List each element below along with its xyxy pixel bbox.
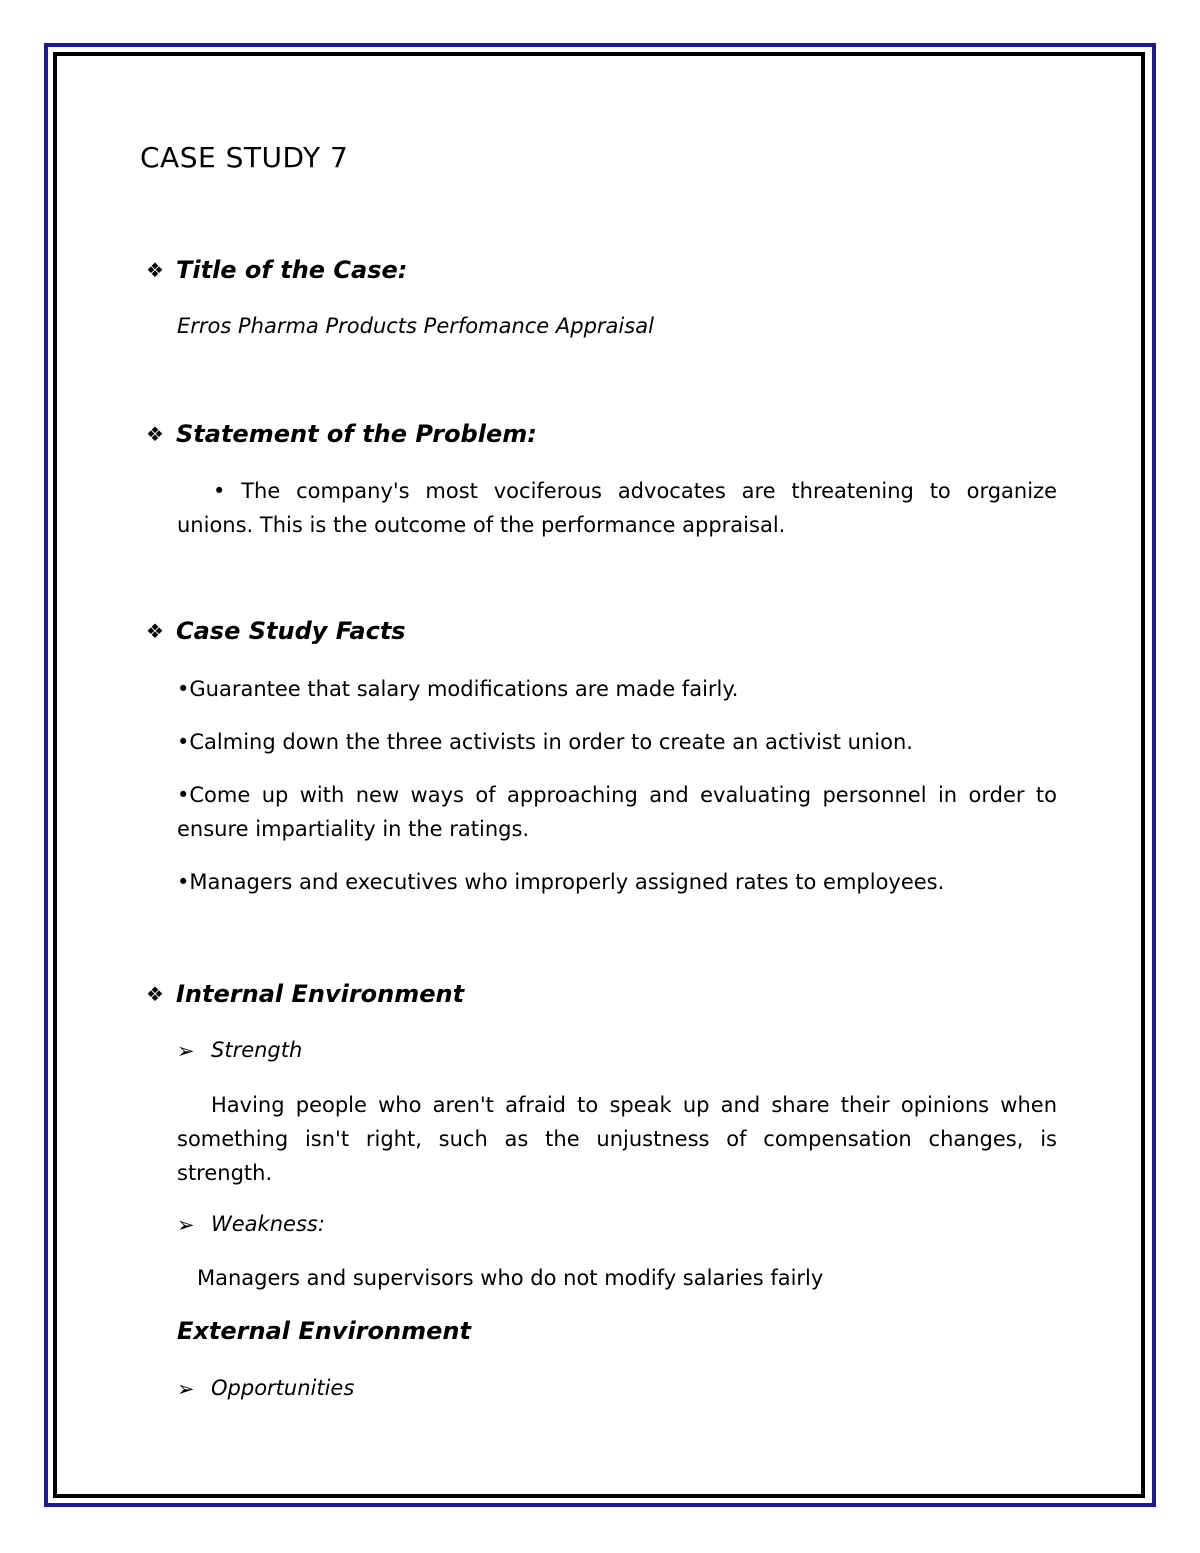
weakness-subheading [177,1207,325,1242]
strength-text: Having people who aren't afraid to speak up and share their opinions when something isn't right, such as the unjustness of compensation changes, is strength. [177,1093,1057,1185]
strength-label: Strength [211,1038,303,1062]
heading-text: Case Study Facts [176,617,406,645]
section-heading-internal [146,980,464,1008]
weakness-text: Managers and supervisors who do not modify salaries fairly [197,1266,824,1290]
strength-subheading [177,1033,302,1068]
diamond-bullet-icon: ❖ [146,258,164,282]
heading-text: Title of the Case: [176,256,408,284]
opportunities-subheading [177,1371,354,1406]
problem-statement-text: • The company's most vociferous advocates are threatening to organize unions. This is the outcome of the performance appraisal. [177,479,1057,537]
diamond-bullet-icon: ❖ [146,619,164,643]
arrow-bullet-icon: ➢ [177,1213,195,1237]
weakness-label: Weakness: [211,1212,325,1236]
diamond-bullet-icon: ❖ [146,422,164,446]
document-title: CASE STUDY 7 [140,141,349,174]
opportunities-label: Opportunities [211,1376,355,1400]
fact-item: •Managers and executives who improperly assigned rates to employees. [177,870,945,894]
heading-text: Statement of the Problem: [176,420,537,448]
arrow-bullet-icon: ➢ [177,1039,195,1063]
diamond-bullet-icon: ❖ [146,982,164,1006]
fact-item: •Come up with new ways of approaching and evaluating personnel in order to ensure impartiality in the ratings. [177,783,1057,841]
section-heading-title-of-case [146,256,407,284]
case-title-text: Erros Pharma Products Perfomance Appraisal [177,314,654,338]
arrow-bullet-icon: ➢ [177,1377,195,1401]
section-heading-external: External Environment [177,1317,471,1345]
heading-text: Internal Environment [176,980,465,1008]
fact-item: •Guarantee that salary modifications are made fairly. [177,677,739,701]
fact-item: •Calming down the three activists in order to create an activist union. [177,730,913,754]
section-heading-statement [146,420,537,448]
section-heading-facts [146,617,406,645]
